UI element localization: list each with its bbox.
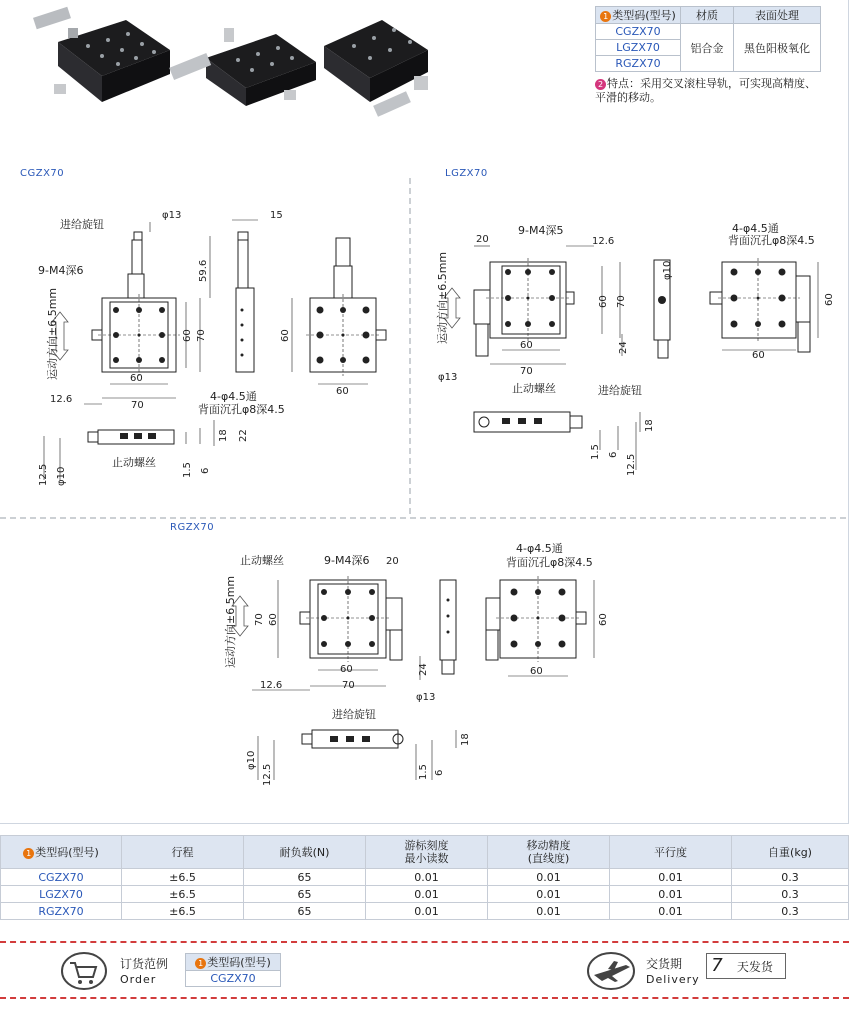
svg-text:1.5: 1.5 [182,462,193,478]
order-type-header: 1 类型码(型号) [186,954,281,971]
svg-text:20: 20 [476,234,489,245]
svg-text:12.6: 12.6 [260,680,283,691]
svg-text:60: 60 [598,295,609,308]
spec-cell: 0.01 [610,903,732,920]
table-row [1,903,849,920]
spec-header-model: 1 类型码(型号) [1,836,122,869]
section-label-lgzx70: LGZX70 [445,168,488,179]
svg-text:70: 70 [616,295,627,308]
svg-text:6: 6 [608,451,619,458]
spec-cell: 0.01 [366,869,488,886]
cart-icon [60,951,108,991]
svg-text:运动方向±6.5mm: 运动方向±6.5mm [46,287,59,380]
spec-cell: 0.3 [732,869,849,886]
spec-cell: 0.3 [732,886,849,903]
svg-text:60: 60 [336,386,349,397]
spec-cell: CGZX70 [1,869,122,886]
spec-cell: 65 [244,869,366,886]
svg-text:24: 24 [418,663,429,676]
svg-text:9-M4深6: 9-M4深6 [38,264,84,277]
spec-cell: 0.01 [610,886,732,903]
svg-text:背面沉孔φ8深4.5: 背面沉孔φ8深4.5 [728,234,815,247]
spec-header: 行程 [122,836,244,869]
svg-text:60: 60 [130,373,143,384]
svg-text:6: 6 [434,769,445,776]
svg-text:运动方向±6.5mm: 运动方向±6.5mm [224,575,237,668]
order-example-table [185,953,281,987]
material-header-model: 1 类型码(型号) [596,7,681,24]
svg-text:15: 15 [270,210,283,221]
svg-text:背面沉孔φ8深4.5: 背面沉孔φ8深4.5 [198,403,285,416]
svg-text:φ13: φ13 [162,210,182,221]
feature-note: 2 特点：采用交叉滚柱导轨，可实现高精度、平滑的移动。 [595,77,816,104]
material-value: 铝合金 [681,24,734,72]
svg-text:70: 70 [196,329,207,342]
svg-text:9-M4深6: 9-M4深6 [324,554,370,567]
svg-text:运动方向±6.5mm: 运动方向±6.5mm [436,251,449,344]
svg-text:进给旋钮: 进给旋钮 [598,384,642,397]
delivery-title: 交货期 [646,957,683,971]
order-title-en: Order [120,973,157,986]
svg-text:止动螺丝: 止动螺丝 [240,554,284,567]
spec-cell: 65 [244,886,366,903]
svg-text:60: 60 [340,664,353,675]
material-header-surface: 表面处理 [734,7,821,24]
svg-text:φ10: φ10 [56,466,67,486]
svg-text:4-φ4.5通: 4-φ4.5通 [732,222,779,235]
svg-text:70: 70 [254,613,265,626]
svg-text:70: 70 [342,680,355,691]
delivery-title-en: Delivery [646,973,700,986]
spec-cell: 0.01 [610,869,732,886]
svg-text:70: 70 [131,400,144,411]
rgzx70-drawing [210,530,630,790]
svg-text:止动螺丝: 止动螺丝 [512,382,556,395]
cgzx70-drawing [0,180,410,500]
airplane-icon [586,951,636,991]
svg-text:59.6: 59.6 [198,259,209,282]
spec-cell: LGZX70 [1,886,122,903]
svg-text:φ13: φ13 [416,692,436,703]
spec-cell: ±6.5 [122,869,244,886]
spec-cell: 0.3 [732,903,849,920]
table-row [1,869,849,886]
svg-text:12.5: 12.5 [38,463,49,486]
spec-header: 游标刻度 最小读数 [366,836,488,869]
svg-text:60: 60 [530,666,543,677]
svg-text:60: 60 [182,329,193,342]
spec-header: 平行度 [610,836,732,869]
feature-badge: 2 [595,79,606,90]
svg-text:进给旋钮: 进给旋钮 [60,218,104,231]
svg-text:18: 18 [460,733,471,746]
svg-text:22: 22 [238,429,249,442]
svg-text:12.6: 12.6 [592,236,615,247]
delivery-days-label: 天发货 [736,960,773,974]
spec-header: 耐负载(N) [244,836,366,869]
svg-text:进给旋钮: 进给旋钮 [332,708,376,721]
svg-text:1.5: 1.5 [418,764,429,780]
svg-text:24: 24 [618,341,629,354]
delivery-days: 7 [711,955,723,976]
spec-cell: RGZX70 [1,903,122,920]
svg-text:70: 70 [520,366,533,377]
order-example-value: CGZX70 [186,971,281,987]
order-bar [0,941,849,999]
order-title: 订货范例 [120,957,169,971]
material-model: CGZX70 [596,24,681,40]
svg-text:20: 20 [386,556,399,567]
spec-header: 移动精度 (直线度) [488,836,610,869]
spec-cell: ±6.5 [122,886,244,903]
svg-text:60: 60 [268,613,279,626]
svg-text:6: 6 [200,467,211,474]
svg-text:φ10: φ10 [246,750,257,770]
svg-text:止动螺丝: 止动螺丝 [112,456,156,469]
svg-text:60: 60 [520,340,533,351]
material-model: RGZX70 [596,56,681,72]
section-label-cgzx70: CGZX70 [20,168,65,179]
svg-text:12.5: 12.5 [626,453,637,476]
svg-text:背面沉孔φ8深4.5: 背面沉孔φ8深4.5 [506,556,593,569]
svg-text:φ10: φ10 [662,260,673,280]
svg-text:4-φ4.5通: 4-φ4.5通 [210,390,257,403]
material-model: LGZX70 [596,40,681,56]
spec-table [0,835,849,920]
svg-text:12.6: 12.6 [50,394,73,405]
svg-text:12.5: 12.5 [262,763,273,786]
svg-text:18: 18 [218,429,229,442]
spec-cell: 0.01 [488,886,610,903]
svg-text:4-φ4.5通: 4-φ4.5通 [516,542,563,555]
spec-cell: 0.01 [366,886,488,903]
lgzx70-drawing [412,180,850,480]
svg-text:9-M4深5: 9-M4深5 [518,224,564,237]
surface-value: 黑色阳极氧化 [734,24,821,72]
spec-cell: 0.01 [366,903,488,920]
svg-text:1.5: 1.5 [590,444,601,460]
svg-text:60: 60 [752,350,765,361]
spec-header: 自重(kg) [732,836,849,869]
section-label-rgzx70: RGZX70 [170,522,215,533]
svg-text:60: 60 [598,613,609,626]
spec-cell: 0.01 [488,869,610,886]
spec-cell: 65 [244,903,366,920]
table-row [1,886,849,903]
svg-text:60: 60 [824,293,835,306]
spec-cell: 0.01 [488,903,610,920]
svg-text:60: 60 [280,329,291,342]
svg-text:φ13: φ13 [438,372,458,383]
spec-cell: ±6.5 [122,903,244,920]
svg-text:18: 18 [644,419,655,432]
material-header-material: 材质 [681,7,734,24]
delivery-badge [706,953,786,979]
